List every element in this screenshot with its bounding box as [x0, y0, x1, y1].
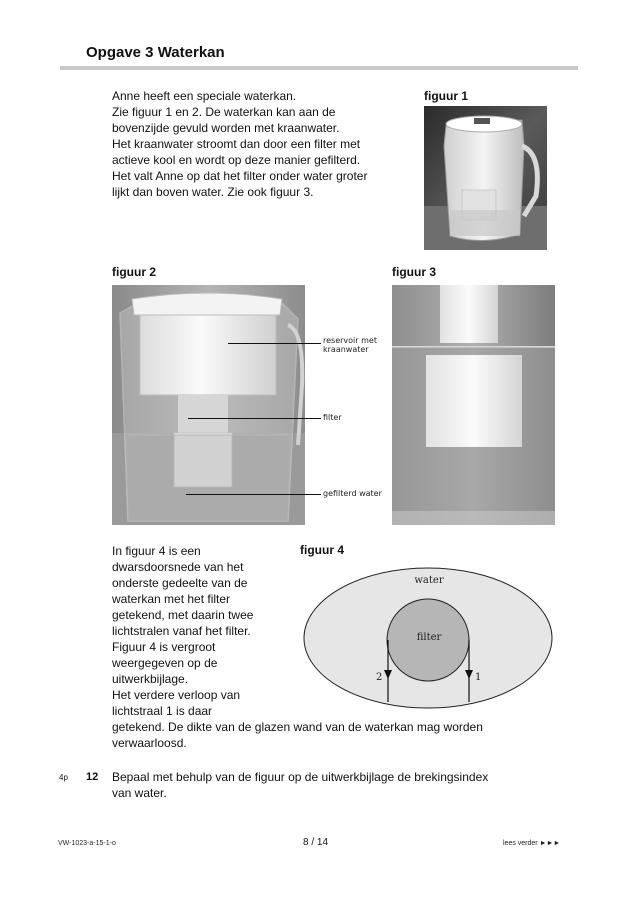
label-filter: filter — [323, 413, 342, 422]
intro-line: Zie figuur 1 en 2. De waterkan kan aan de — [112, 105, 336, 119]
figure-1-photo — [424, 106, 547, 250]
pointer-line-water — [186, 494, 321, 495]
figure-1-caption: figuur 1 — [424, 89, 468, 103]
filter-label: filter — [416, 632, 442, 643]
desc-line: getekend. De dikte van de glazen wand van de waterkan mag worden — [112, 720, 483, 734]
intro-line: actieve kool en wordt op deze manier gefilterd. — [112, 153, 361, 167]
pointer-line-reservoir — [228, 343, 321, 344]
page-title: Opgave 3 Waterkan — [86, 44, 225, 61]
next-page-indicator: lees verder ►►► — [503, 840, 561, 847]
label-reservoir-line1: reservoir met — [323, 336, 377, 345]
desc-line: lichtstraal 1 is daar — [112, 704, 213, 718]
desc-line: waterkan met het filter — [112, 592, 231, 606]
question-line: Bepaal met behulp van de figuur op de uitwerkbijlage de brekingsindex — [112, 770, 489, 784]
desc-line: In figuur 4 is een — [112, 544, 201, 558]
figure-2-caption: figuur 2 — [112, 265, 156, 279]
question-text — [112, 769, 488, 801]
label-reservoir — [323, 336, 377, 354]
intro-paragraph — [112, 88, 367, 200]
question-number: 12 — [86, 771, 99, 783]
desc-line: onderste gedeelte van de — [112, 576, 248, 590]
desc-line: lichtstralen vanaf het filter. — [112, 624, 251, 638]
intro-line: bovenzijde gevuld worden met kraanwater. — [112, 121, 340, 135]
intro-line: Anne heeft een speciale waterkan. — [112, 89, 297, 103]
question-points: 4p — [59, 773, 68, 782]
title-divider — [60, 66, 578, 70]
figure-4-diagram — [298, 562, 554, 712]
label-reservoir-line2: kraanwater — [323, 345, 369, 354]
figure-4-caption: figuur 4 — [300, 543, 344, 557]
intro-line: Het valt Anne op dat het filter onder water groter — [112, 169, 368, 183]
pointer-line-filter — [188, 418, 321, 419]
intro-line: lijkt dan boven water. Zie ook figuur 3. — [112, 185, 314, 199]
footer-code: VW-1023-a-15-1-o — [58, 840, 116, 847]
desc-line: Figuur 4 is vergroot — [112, 640, 216, 654]
ray-2-label: 2 — [376, 672, 383, 683]
desc-line: Het verdere verloop van — [112, 688, 241, 702]
desc-line: weergegeven op de — [112, 656, 218, 670]
figure-3-photo — [392, 285, 555, 525]
water-label: water — [414, 575, 444, 586]
figure-3-caption: figuur 3 — [392, 265, 436, 279]
ray-1-label: 1 — [475, 672, 482, 683]
figure-2-photo — [112, 285, 305, 525]
desc-line: getekend, met daarin twee — [112, 608, 254, 622]
question-line: van water. — [112, 786, 167, 800]
page-number: 8 / 14 — [303, 837, 329, 848]
desc-line: uitwerkbijlage. — [112, 672, 189, 686]
intro-line: Het kraanwater stroomt dan door een filter met — [112, 137, 361, 151]
desc-line: dwarsdoorsnede van het — [112, 560, 244, 574]
label-filtered-water: gefilterd water — [323, 489, 382, 498]
desc-line: verwaarloosd. — [112, 736, 187, 750]
